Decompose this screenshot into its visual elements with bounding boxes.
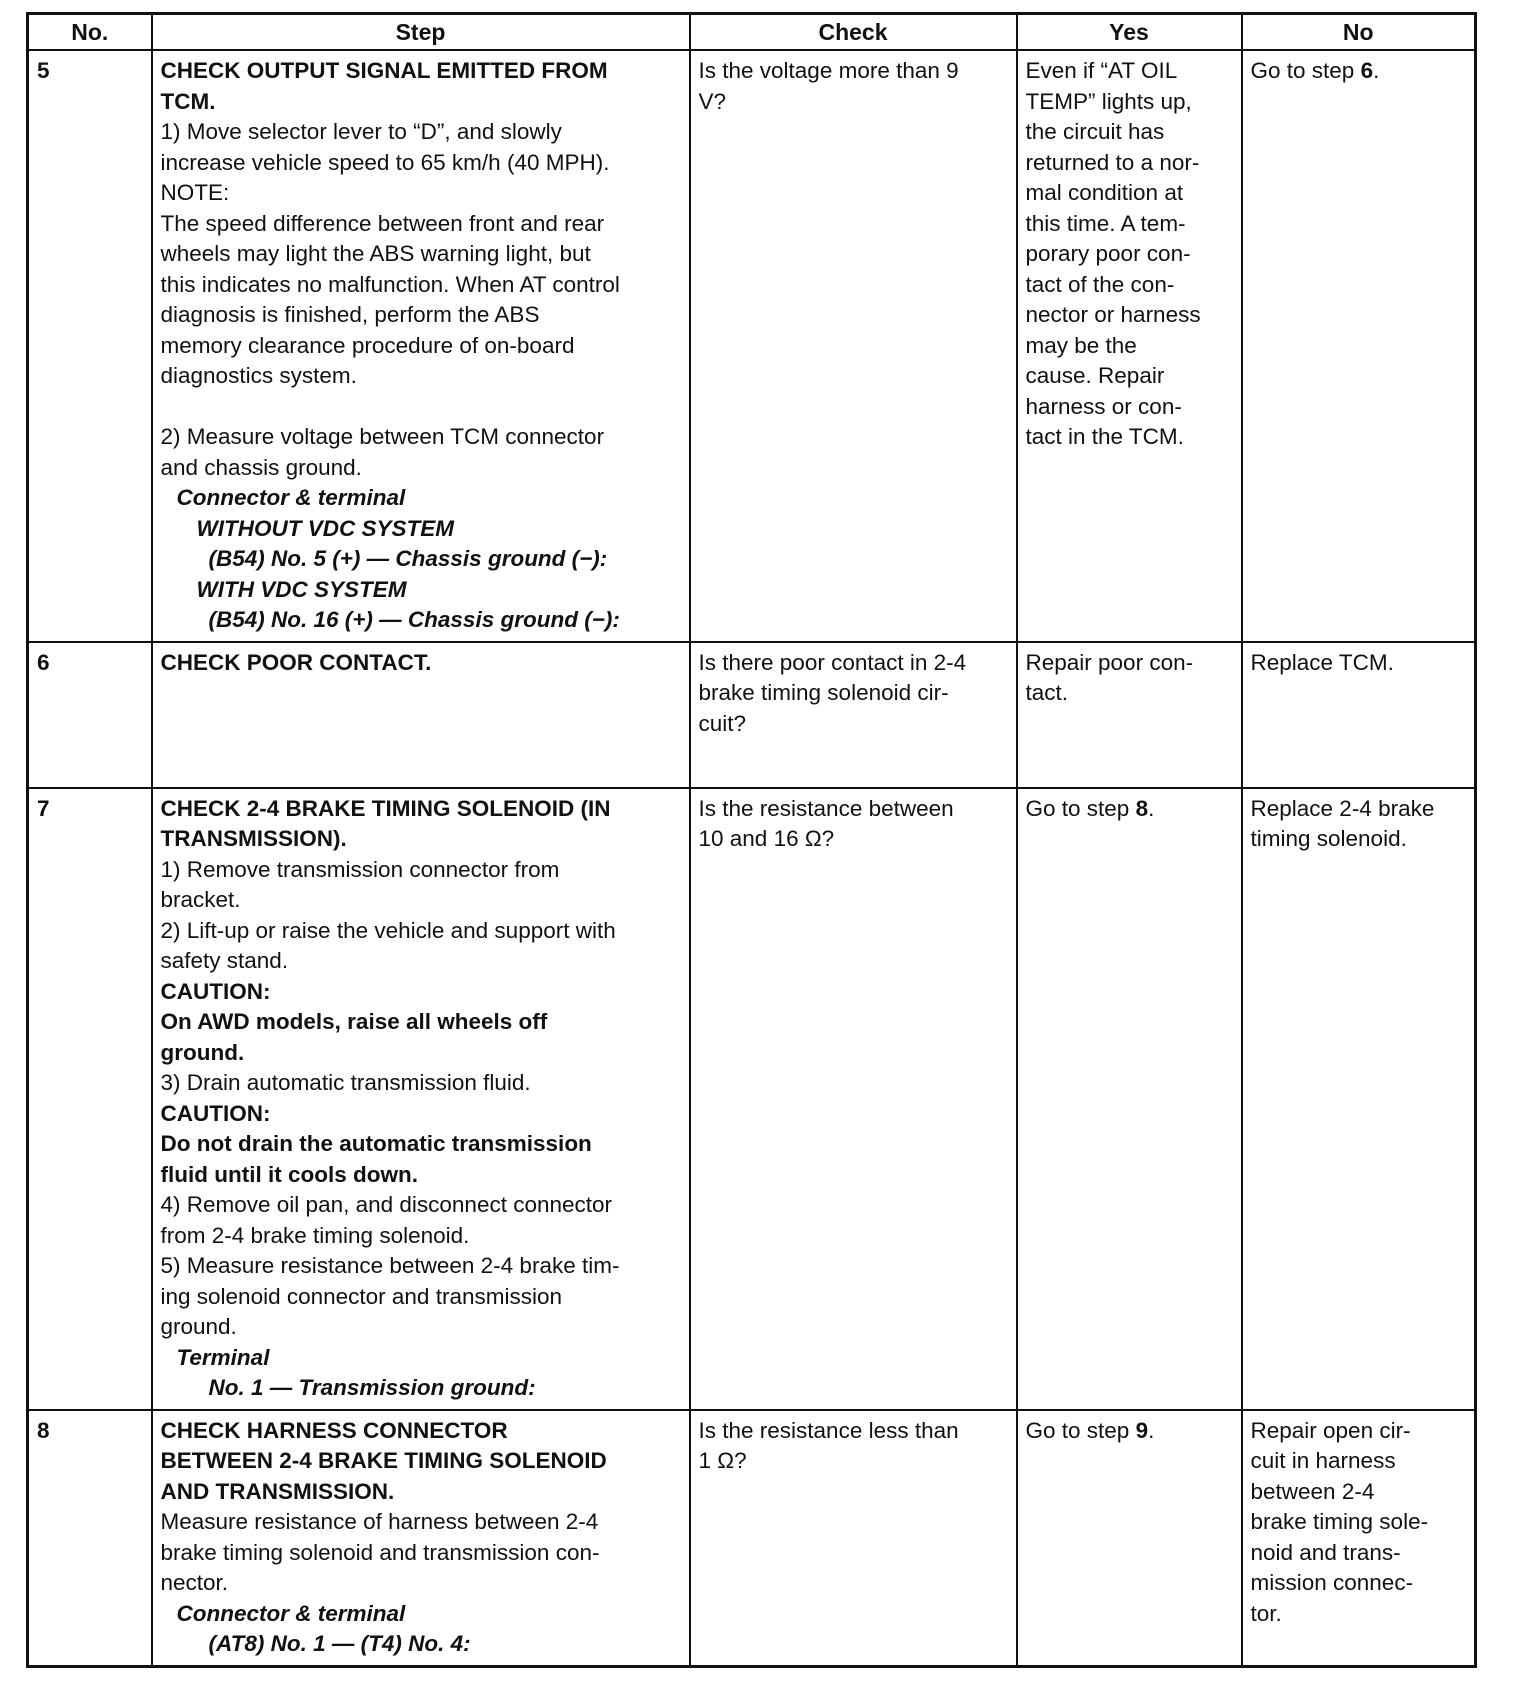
no-line: brake timing sole-	[1250, 1509, 1429, 1534]
no-line: between 2-4	[1250, 1478, 1375, 1504]
step-line: NOTE:	[160, 180, 230, 205]
step-line: bracket.	[160, 887, 241, 912]
yes-line: may be the	[1025, 332, 1137, 358]
yes-line: harness or con-	[1025, 393, 1182, 419]
step-line: safety stand.	[160, 948, 289, 973]
header-step: Step	[152, 14, 690, 51]
yes-line: tact in the TCM.	[1025, 424, 1184, 449]
step-line: CHECK POOR CONTACT.	[160, 649, 432, 675]
no-line	[1251, 56, 1467, 87]
step-line: and chassis ground.	[160, 454, 362, 480]
step-line: diagnosis is finished, perform the ABS	[160, 302, 540, 327]
check-line: cuit?	[698, 710, 747, 736]
step-line: 1) Move selector lever to “D”, and slowly	[160, 119, 562, 144]
check-line: brake timing solenoid cir-	[698, 680, 949, 705]
check-line: V?	[698, 88, 727, 114]
header-check: Check	[690, 14, 1017, 51]
yes-line: nector or harness	[1025, 302, 1201, 327]
yes-line: cause. Repair	[1025, 363, 1165, 388]
no-text: Go to step	[1250, 58, 1361, 83]
no-text-end: .	[1373, 58, 1380, 83]
yes-text: Go to step	[1025, 1417, 1136, 1443]
step-line: 2) Lift-up or raise the vehicle and support with	[160, 917, 616, 943]
check-line: Is the resistance between	[698, 795, 954, 821]
step-line: 2) Measure voltage between TCM connector	[160, 424, 605, 449]
check-line: Is there poor contact in 2-4	[698, 649, 967, 675]
step-line: increase vehicle speed to 65 km/h (40 MPH).	[160, 149, 610, 175]
no-line: Replace 2-4 brake	[1250, 795, 1435, 821]
step-line: The speed difference between front and rear	[160, 210, 605, 236]
header-no: No.	[28, 14, 152, 51]
header-row	[28, 14, 1476, 51]
step-line: BETWEEN 2-4 BRAKE TIMING SOLENOID	[160, 1448, 607, 1473]
yes-line: tact of the con-	[1025, 271, 1175, 297]
goto-step-number: 6	[1360, 58, 1374, 83]
step-cell	[152, 788, 690, 1410]
step-line: ing solenoid connector and transmission	[160, 1283, 562, 1309]
no-cell	[1242, 642, 1476, 788]
table-row-step-6	[28, 642, 1476, 788]
step-line: 4) Remove oil pan, and disconnect connector	[160, 1192, 613, 1217]
step-line: (B54) No. 5 (+) — Chassis ground (−):	[208, 546, 608, 571]
yes-cell	[1017, 642, 1242, 788]
diagnostic-table	[26, 12, 1477, 1668]
yes-cell	[1017, 50, 1242, 642]
step-line: CAUTION:	[160, 978, 271, 1004]
step-cell	[152, 642, 690, 788]
yes-line: returned to a nor-	[1025, 149, 1200, 175]
no-cell	[1242, 1410, 1476, 1667]
step-line: CHECK OUTPUT SIGNAL EMITTED FROM	[160, 58, 608, 83]
yes-line: Repair poor con-	[1025, 649, 1194, 675]
step-line: TRANSMISSION).	[160, 826, 347, 851]
step-line: from 2-4 brake timing solenoid.	[160, 1222, 470, 1248]
step-line: CHECK 2-4 BRAKE TIMING SOLENOID (IN	[160, 795, 611, 821]
step-line: memory clearance procedure of on-board	[160, 332, 575, 358]
table-row-step-5	[28, 50, 1476, 642]
check-cell	[690, 788, 1017, 1410]
header-yes: Yes	[1017, 14, 1242, 51]
step-line: WITHOUT VDC SYSTEM	[196, 515, 454, 541]
no-line: mission connec-	[1250, 1570, 1414, 1595]
check-line: 10 and 16 Ω?	[698, 826, 835, 851]
step-line: Do not drain the automatic transmission	[160, 1131, 592, 1156]
yes-line: mal condition at	[1025, 180, 1184, 205]
step-line: 5) Measure resistance between 2-4 brake tim-	[160, 1253, 620, 1278]
step-number: 8	[28, 1410, 152, 1667]
step-line: ground.	[160, 1314, 237, 1339]
step-line: WITH VDC SYSTEM	[196, 576, 407, 602]
no-cell	[1242, 50, 1476, 642]
no-line: noid and trans-	[1250, 1539, 1401, 1565]
step-cell	[152, 50, 690, 642]
table-row-step-7	[28, 788, 1476, 1410]
table-row-step-8	[28, 1410, 1476, 1667]
no-line: Replace TCM.	[1250, 649, 1394, 675]
check-cell	[690, 50, 1017, 642]
step-line: this indicates no malfunction. When AT control	[160, 271, 620, 297]
goto-step-number: 8	[1135, 795, 1149, 821]
yes-text-end: .	[1148, 1417, 1155, 1443]
yes-line: Even if “AT OIL	[1025, 58, 1178, 83]
step-cell	[152, 1410, 690, 1667]
yes-cell	[1017, 788, 1242, 1410]
step-line: AND TRANSMISSION.	[160, 1478, 395, 1504]
yes-line: this time. A tem-	[1025, 210, 1186, 236]
yes-cell	[1017, 1410, 1242, 1667]
header-no-result: No	[1242, 14, 1476, 51]
yes-text-end: .	[1148, 795, 1155, 821]
step-line: 1) Remove transmission connector from	[160, 856, 560, 882]
step-line: brake timing solenoid and transmission con-	[160, 1539, 600, 1565]
step-line: CAUTION:	[160, 1100, 271, 1126]
check-line: Is the voltage more than 9	[698, 58, 959, 83]
no-line: tor.	[1250, 1600, 1282, 1626]
check-line: 1 Ω?	[698, 1448, 747, 1473]
yes-line: porary poor con-	[1025, 241, 1191, 266]
step-line: On AWD models, raise all wheels off	[160, 1009, 548, 1034]
check-line: Is the resistance less than	[698, 1417, 959, 1443]
yes-text: Go to step	[1025, 795, 1136, 821]
yes-line	[1026, 1416, 1233, 1447]
no-line: cuit in harness	[1250, 1448, 1396, 1473]
step-line: nector.	[160, 1570, 229, 1595]
yes-line: the circuit has	[1025, 119, 1165, 144]
spacer	[161, 392, 681, 423]
no-cell	[1242, 788, 1476, 1410]
step-line: Connector & terminal	[176, 1600, 406, 1626]
yes-line: tact.	[1025, 680, 1069, 705]
step-number: 6	[28, 642, 152, 788]
step-line: diagnostics system.	[160, 363, 357, 388]
step-line: (B54) No. 16 (+) — Chassis ground (−):	[208, 607, 620, 632]
step-line: fluid until it cools down.	[160, 1161, 418, 1187]
goto-step-number: 9	[1135, 1417, 1149, 1443]
no-line: timing solenoid.	[1250, 826, 1407, 851]
check-cell	[690, 1410, 1017, 1667]
step-line: Terminal	[176, 1344, 270, 1370]
step-line: Connector & terminal	[176, 485, 406, 510]
step-line: wheels may light the ABS warning light, but	[160, 241, 591, 266]
step-line: CHECK HARNESS CONNECTOR	[160, 1417, 508, 1443]
check-cell	[690, 642, 1017, 788]
step-line: (AT8) No. 1 — (T4) No. 4:	[208, 1631, 471, 1656]
step-line: 3) Drain automatic transmission fluid.	[160, 1070, 531, 1095]
step-line: No. 1 — Transmission ground:	[208, 1375, 536, 1400]
yes-line	[1026, 794, 1233, 825]
no-line: Repair open cir-	[1250, 1417, 1411, 1443]
step-line: Measure resistance of harness between 2-4	[160, 1509, 599, 1534]
step-line: ground.	[160, 1039, 245, 1065]
step-number: 5	[28, 50, 152, 642]
step-line: TCM.	[160, 88, 216, 114]
step-number: 7	[28, 788, 152, 1410]
yes-line: TEMP” lights up,	[1025, 88, 1192, 114]
